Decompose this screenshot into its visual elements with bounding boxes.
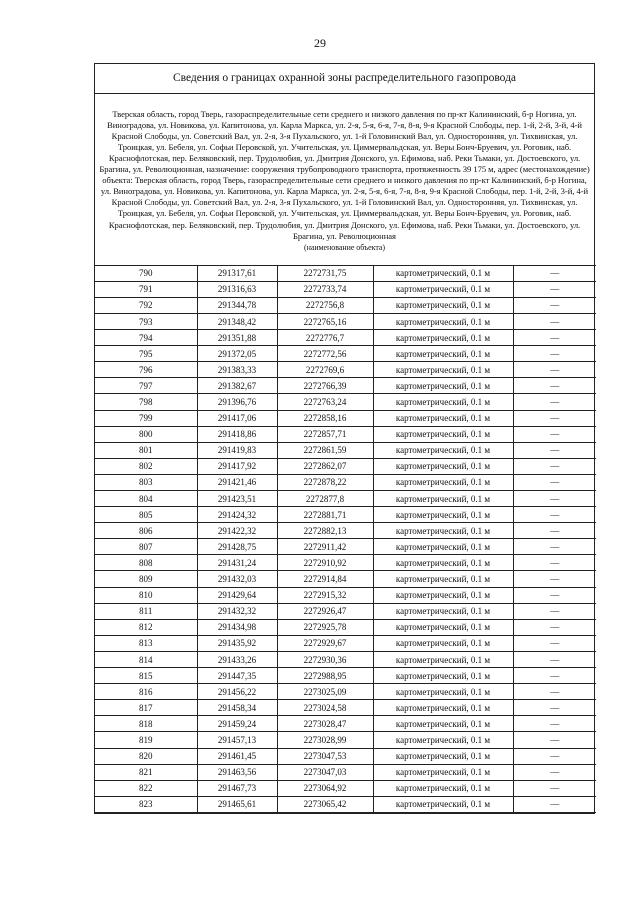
y-coordinate-cell: 2273064,92 [277, 780, 373, 796]
method-cell: картометрический, 0.1 м [373, 507, 513, 523]
method-cell: картометрический, 0.1 м [373, 748, 513, 764]
method-cell: картометрический, 0.1 м [373, 458, 513, 474]
accuracy-cell: — [513, 635, 596, 651]
x-coordinate-cell: 291431,24 [197, 555, 277, 571]
y-coordinate-cell: 2272914,84 [277, 571, 373, 587]
method-cell: картометрический, 0.1 м [373, 587, 513, 603]
method-cell: картометрический, 0.1 м [373, 780, 513, 796]
point-number-cell: 795 [95, 346, 197, 362]
accuracy-cell: — [513, 684, 596, 700]
y-coordinate-cell: 2273028,99 [277, 732, 373, 748]
accuracy-cell: — [513, 732, 596, 748]
table-row [95, 346, 596, 362]
x-coordinate-cell: 291419,83 [197, 442, 277, 458]
point-number-cell: 802 [95, 458, 197, 474]
accuracy-cell: — [513, 716, 596, 732]
table-row [95, 491, 596, 507]
accuracy-cell: — [513, 297, 596, 313]
point-number-cell: 820 [95, 748, 197, 764]
method-cell: картометрический, 0.1 м [373, 410, 513, 426]
accuracy-cell: — [513, 362, 596, 378]
table-row [95, 458, 596, 474]
table-row [95, 603, 596, 619]
table-row [95, 507, 596, 523]
table-row [95, 474, 596, 490]
y-coordinate-cell: 2273024,58 [277, 700, 373, 716]
x-coordinate-cell: 291435,92 [197, 635, 277, 651]
point-number-cell: 818 [95, 716, 197, 732]
object-description [95, 94, 594, 265]
y-coordinate-cell: 2272731,75 [277, 265, 373, 281]
y-coordinate-cell: 2273028,47 [277, 716, 373, 732]
accuracy-cell: — [513, 426, 596, 442]
y-coordinate-cell: 2272772,56 [277, 346, 373, 362]
point-number-cell: 822 [95, 780, 197, 796]
x-coordinate-cell: 291434,98 [197, 619, 277, 635]
y-coordinate-cell: 2272858,16 [277, 410, 373, 426]
method-cell: картометрический, 0.1 м [373, 603, 513, 619]
table-row [95, 716, 596, 732]
method-cell: картометрический, 0.1 м [373, 635, 513, 651]
y-coordinate-cell: 2272763,24 [277, 394, 373, 410]
y-coordinate-cell: 2272929,67 [277, 635, 373, 651]
point-number-cell: 793 [95, 313, 197, 329]
table-row [95, 764, 596, 780]
y-coordinate-cell: 2272766,39 [277, 378, 373, 394]
point-number-cell: 805 [95, 507, 197, 523]
method-cell: картометрический, 0.1 м [373, 732, 513, 748]
method-cell: картометрический, 0.1 м [373, 571, 513, 587]
object-description-caption: (наименование объекта) [303, 242, 386, 252]
accuracy-cell: — [513, 442, 596, 458]
x-coordinate-cell: 291317,61 [197, 265, 277, 281]
accuracy-cell: — [513, 507, 596, 523]
x-coordinate-cell: 291348,42 [197, 313, 277, 329]
accuracy-cell: — [513, 780, 596, 796]
object-description-text: Тверская область, город Тверь, газораспределительные сети среднего и низкого давления по пр-кт Калининский, б-р Ногина, ул. Виноградова, ул. Новикова, ул. Капитонова, ул. Карла Маркса, ул. 2-я, 5-я, 6-я, 7-я, 8-я, 9-я Красной Слободы, пер. 1-й, 2-й, 3-й, 4-й Красной Слободы, ул. Советский Вал, ул. 2-я, 3-я Пухальского, ул. 1-й Головинский Вал, ул. Односторонняя, ул. Тихвинская, ул. Троицкая, ул. Бебеля, ул. Софьи Перовской, ул. Учительская, ул. Циммервальдская, ул. Веры Бонч-Бруевич, ул. Роговик, наб. Краснофлотская, пер. Беляковский, пер. Трудолюбия, ул. Дмитрия Донского, ул. Ефимова, наб. Реки Тьмаки, ул. Достоевского, ул. Брагина, ул. Революционная, назначение: сооружения трубопроводного транспорта, протяженность 39 175 м, адрес (местонахождение) объекта: Тверская область, город Тверь, газораспределительные сети среднего и низкого давления по пр-кт Калининский, б-р Ногина, ул. Виноградова, ул. Новикова, ул. Капитонова, ул. Карла Маркса, ул. 2-я, 5-я, 6-я, 7-я, 8-я, 9-я Красной Слободы, пер. 1-й, 2-й, 3-й, 4-й Красной Слободы, ул. Советский Вал, ул. 2-я, 3-я Пухальского, ул. 1-й Головинский Вал, ул. Односторонняя, ул. Тихвинская, ул. Троицкая, ул. Бебеля, ул. Софьи Перовской, ул. Учительская, ул. Циммервальдская, ул. Веры Бонч-Бруевич, ул. Роговик, наб. Краснофлотская, пер. Беляковский, пер. Трудолюбия, ул. Дмитрия Донского, ул. Ефимова, наб. Реки Тьмаки, ул. Достоевского, ул. Брагина, ул. Революционная [99, 109, 590, 241]
accuracy-cell: — [513, 394, 596, 410]
x-coordinate-cell: 291457,13 [197, 732, 277, 748]
y-coordinate-cell: 2272857,71 [277, 426, 373, 442]
x-coordinate-cell: 291433,26 [197, 651, 277, 667]
document-title: Сведения о границах охранной зоны распределительного газопровода [95, 64, 594, 94]
document-frame [94, 63, 595, 814]
x-coordinate-cell: 291344,78 [197, 297, 277, 313]
x-coordinate-cell: 291396,76 [197, 394, 277, 410]
table-row [95, 378, 596, 394]
method-cell: картометрический, 0.1 м [373, 651, 513, 667]
table-row [95, 297, 596, 313]
accuracy-cell: — [513, 491, 596, 507]
point-number-cell: 794 [95, 330, 197, 346]
point-number-cell: 791 [95, 281, 197, 297]
method-cell: картометрический, 0.1 м [373, 716, 513, 732]
table-row [95, 555, 596, 571]
accuracy-cell: — [513, 346, 596, 362]
x-coordinate-cell: 291432,03 [197, 571, 277, 587]
point-number-cell: 792 [95, 297, 197, 313]
x-coordinate-cell: 291429,64 [197, 587, 277, 603]
table-row [95, 330, 596, 346]
point-number-cell: 797 [95, 378, 197, 394]
y-coordinate-cell: 2272765,16 [277, 313, 373, 329]
point-number-cell: 815 [95, 668, 197, 684]
accuracy-cell: — [513, 587, 596, 603]
accuracy-cell: — [513, 410, 596, 426]
y-coordinate-cell: 2273047,53 [277, 748, 373, 764]
point-number-cell: 800 [95, 426, 197, 442]
accuracy-cell: — [513, 523, 596, 539]
y-coordinate-cell: 2272911,42 [277, 539, 373, 555]
table-row [95, 732, 596, 748]
accuracy-cell: — [513, 668, 596, 684]
accuracy-cell: — [513, 281, 596, 297]
method-cell: картометрический, 0.1 м [373, 555, 513, 571]
y-coordinate-cell: 2272861,59 [277, 442, 373, 458]
table-row [95, 362, 596, 378]
method-cell: картометрический, 0.1 м [373, 539, 513, 555]
accuracy-cell: — [513, 619, 596, 635]
point-number-cell: 806 [95, 523, 197, 539]
table-row [95, 571, 596, 587]
accuracy-cell: — [513, 748, 596, 764]
x-coordinate-cell: 291372,05 [197, 346, 277, 362]
point-number-cell: 809 [95, 571, 197, 587]
y-coordinate-cell: 2272930,36 [277, 651, 373, 667]
boundary-points-table [95, 265, 596, 813]
x-coordinate-cell: 291423,51 [197, 491, 277, 507]
x-coordinate-cell: 291418,86 [197, 426, 277, 442]
x-coordinate-cell: 291316,63 [197, 281, 277, 297]
table-row [95, 668, 596, 684]
y-coordinate-cell: 2272882,13 [277, 523, 373, 539]
point-number-cell: 823 [95, 796, 197, 812]
y-coordinate-cell: 2273025,09 [277, 684, 373, 700]
accuracy-cell: — [513, 571, 596, 587]
point-number-cell: 817 [95, 700, 197, 716]
table-row [95, 313, 596, 329]
method-cell: картометрический, 0.1 м [373, 491, 513, 507]
x-coordinate-cell: 291467,73 [197, 780, 277, 796]
x-coordinate-cell: 291421,46 [197, 474, 277, 490]
point-number-cell: 814 [95, 651, 197, 667]
y-coordinate-cell: 2272915,32 [277, 587, 373, 603]
x-coordinate-cell: 291459,24 [197, 716, 277, 732]
y-coordinate-cell: 2272756,8 [277, 297, 373, 313]
point-number-cell: 810 [95, 587, 197, 603]
x-coordinate-cell: 291428,75 [197, 539, 277, 555]
x-coordinate-cell: 291456,22 [197, 684, 277, 700]
table-row [95, 426, 596, 442]
accuracy-cell: — [513, 330, 596, 346]
point-number-cell: 790 [95, 265, 197, 281]
accuracy-cell: — [513, 651, 596, 667]
x-coordinate-cell: 291463,56 [197, 764, 277, 780]
x-coordinate-cell: 291417,06 [197, 410, 277, 426]
accuracy-cell: — [513, 474, 596, 490]
accuracy-cell: — [513, 313, 596, 329]
table-row [95, 442, 596, 458]
point-number-cell: 811 [95, 603, 197, 619]
x-coordinate-cell: 291432,32 [197, 603, 277, 619]
table-row [95, 410, 596, 426]
point-number-cell: 812 [95, 619, 197, 635]
method-cell: картометрический, 0.1 м [373, 619, 513, 635]
x-coordinate-cell: 291461,45 [197, 748, 277, 764]
x-coordinate-cell: 291458,34 [197, 700, 277, 716]
point-number-cell: 807 [95, 539, 197, 555]
method-cell: картометрический, 0.1 м [373, 313, 513, 329]
point-number-cell: 801 [95, 442, 197, 458]
y-coordinate-cell: 2272910,92 [277, 555, 373, 571]
method-cell: картометрический, 0.1 м [373, 265, 513, 281]
method-cell: картометрический, 0.1 м [373, 796, 513, 812]
table-row [95, 796, 596, 812]
table-row [95, 619, 596, 635]
x-coordinate-cell: 291382,67 [197, 378, 277, 394]
accuracy-cell: — [513, 555, 596, 571]
method-cell: картометрический, 0.1 м [373, 346, 513, 362]
table-row [95, 587, 596, 603]
table-row [95, 700, 596, 716]
accuracy-cell: — [513, 603, 596, 619]
accuracy-cell: — [513, 764, 596, 780]
point-number-cell: 798 [95, 394, 197, 410]
x-coordinate-cell: 291351,88 [197, 330, 277, 346]
y-coordinate-cell: 2273047,03 [277, 764, 373, 780]
y-coordinate-cell: 2273065,42 [277, 796, 373, 812]
method-cell: картометрический, 0.1 м [373, 668, 513, 684]
method-cell: картометрический, 0.1 м [373, 426, 513, 442]
method-cell: картометрический, 0.1 м [373, 684, 513, 700]
table-row [95, 651, 596, 667]
point-number-cell: 808 [95, 555, 197, 571]
method-cell: картометрический, 0.1 м [373, 442, 513, 458]
y-coordinate-cell: 2272926,47 [277, 603, 373, 619]
y-coordinate-cell: 2272769,6 [277, 362, 373, 378]
boundary-points-body [95, 265, 596, 812]
table-row [95, 780, 596, 796]
y-coordinate-cell: 2272733,74 [277, 281, 373, 297]
method-cell: картометрический, 0.1 м [373, 764, 513, 780]
method-cell: картометрический, 0.1 м [373, 394, 513, 410]
x-coordinate-cell: 291383,33 [197, 362, 277, 378]
accuracy-cell: — [513, 265, 596, 281]
table-row [95, 748, 596, 764]
accuracy-cell: — [513, 378, 596, 394]
table-row [95, 539, 596, 555]
y-coordinate-cell: 2272877,8 [277, 491, 373, 507]
y-coordinate-cell: 2272925,78 [277, 619, 373, 635]
table-row [95, 684, 596, 700]
x-coordinate-cell: 291417,92 [197, 458, 277, 474]
method-cell: картометрический, 0.1 м [373, 378, 513, 394]
accuracy-cell: — [513, 458, 596, 474]
table-row [95, 635, 596, 651]
accuracy-cell: — [513, 539, 596, 555]
y-coordinate-cell: 2272862,07 [277, 458, 373, 474]
y-coordinate-cell: 2272878,22 [277, 474, 373, 490]
y-coordinate-cell: 2272881,71 [277, 507, 373, 523]
x-coordinate-cell: 291422,32 [197, 523, 277, 539]
point-number-cell: 816 [95, 684, 197, 700]
accuracy-cell: — [513, 796, 596, 812]
method-cell: картометрический, 0.1 м [373, 700, 513, 716]
method-cell: картометрический, 0.1 м [373, 330, 513, 346]
y-coordinate-cell: 2272988,95 [277, 668, 373, 684]
table-row [95, 265, 596, 281]
method-cell: картометрический, 0.1 м [373, 474, 513, 490]
accuracy-cell: — [513, 700, 596, 716]
page-number: 29 [314, 36, 326, 50]
x-coordinate-cell: 291465,61 [197, 796, 277, 812]
method-cell: картометрический, 0.1 м [373, 362, 513, 378]
point-number-cell: 804 [95, 491, 197, 507]
point-number-cell: 821 [95, 764, 197, 780]
point-number-cell: 799 [95, 410, 197, 426]
x-coordinate-cell: 291424,32 [197, 507, 277, 523]
method-cell: картометрический, 0.1 м [373, 297, 513, 313]
method-cell: картометрический, 0.1 м [373, 281, 513, 297]
y-coordinate-cell: 2272776,7 [277, 330, 373, 346]
point-number-cell: 813 [95, 635, 197, 651]
method-cell: картометрический, 0.1 м [373, 523, 513, 539]
point-number-cell: 819 [95, 732, 197, 748]
point-number-cell: 803 [95, 474, 197, 490]
table-row [95, 394, 596, 410]
table-row [95, 281, 596, 297]
table-row [95, 523, 596, 539]
x-coordinate-cell: 291447,35 [197, 668, 277, 684]
point-number-cell: 796 [95, 362, 197, 378]
